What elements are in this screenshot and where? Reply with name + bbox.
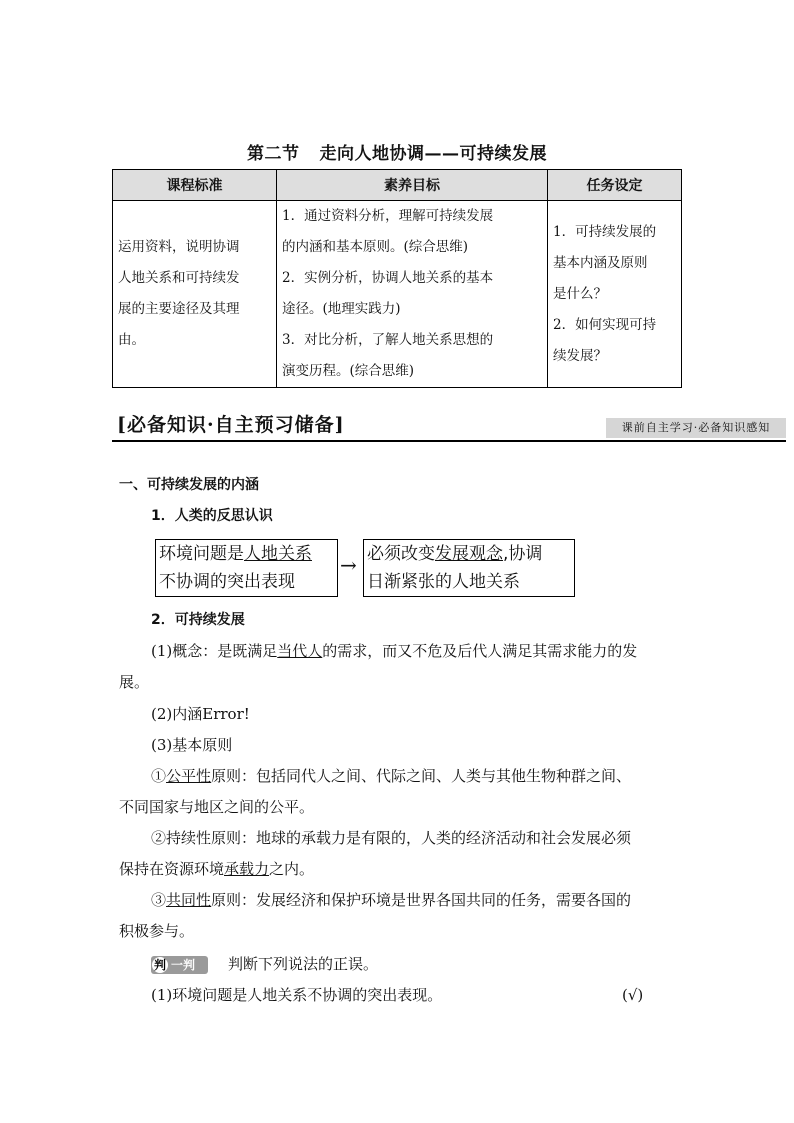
judge-badge-text: 一判 (171, 958, 196, 972)
subheading-reflection: 1．人类的反思认识 (151, 508, 273, 524)
judge-badge (151, 956, 208, 974)
section-name: 走向人地协调——可持续发展 (319, 144, 547, 164)
cell-line: 基本内涵及原则 (553, 254, 648, 271)
cell-line: 2．如何实现可持 (553, 316, 657, 333)
principle-sustainability-cont: 保持在资源环境承载力之内。 (119, 860, 315, 878)
principle-fairness-cont: 不同国家与地区之间的公平。 (119, 798, 315, 816)
diagram-right-line2: 日渐紧张的人地关系 (367, 572, 520, 592)
question-1-answer: (√) (622, 986, 644, 1004)
page-title (0, 139, 794, 164)
section-banner (112, 410, 786, 442)
principle-commonality-cont: 积极参与。 (119, 922, 195, 940)
underlined-term: 发展观念 (435, 544, 503, 564)
diagram-left-line2: 不协调的突出表现 (159, 572, 295, 592)
diagram-left-line1: 环境问题是人地关系 (159, 544, 312, 564)
header-curriculum: 课程标准 (113, 170, 277, 201)
cell-line: 展的主要途径及其理 (118, 301, 240, 317)
principles-heading: (3)基本原则 (151, 736, 233, 754)
cell-line: 运用资料，说明协调 (118, 239, 240, 255)
cell-line: 人地关系和可持续发 (118, 270, 240, 286)
cell-line: 的内涵和基本原则。(综合思维) (282, 239, 469, 255)
judge-badge-char: 判 (151, 956, 169, 974)
subheading-sustainable: 2．可持续发展 (151, 612, 245, 628)
underlined-term: 当代人 (277, 642, 323, 660)
diagram-right-box (363, 539, 575, 597)
judge-prompt: 判断下列说法的正误。 (228, 955, 379, 973)
principle-sustainability: ②持续性原则：地球的承载力是有限的，人类的经济活动和社会发展必须 (151, 829, 632, 847)
concept-line-2: 展。 (119, 673, 150, 691)
principle-commonality: ③共同性原则：发展经济和保护环境是世界各国共同的任务，需要各国的 (151, 891, 632, 909)
tasks-cell (548, 201, 682, 388)
section-tag: 课前自主学习·必备知识感知 (606, 418, 786, 438)
cell-line: 1．通过资料分析，理解可持续发展 (282, 208, 494, 224)
underlined-term: 人地关系 (244, 544, 312, 564)
goals-cell (277, 201, 548, 388)
connotation-line: (2)内涵Error! (151, 705, 250, 723)
table-header-row (113, 170, 682, 201)
cell-line: 途径。(地理实践力) (282, 301, 401, 317)
underlined-term: 承载力 (224, 860, 270, 878)
question-1: (1)环境问题是人地关系不协调的突出表现。 (151, 986, 443, 1004)
heading-connotation: 一、可持续发展的内涵 (119, 477, 259, 493)
section-heading: [必备知识·自主预习储备] (117, 414, 345, 436)
cell-line: 1．可持续发展的 (553, 223, 657, 240)
header-tasks: 任务设定 (548, 170, 682, 201)
underlined-term: 共同性 (166, 891, 212, 909)
cell-line: 由。 (118, 332, 145, 348)
cell-line: 是什么？ (553, 285, 607, 302)
principle-fairness: ①公平性原则：包括同代人之间、代际之间、人类与其他生物种群之间、 (151, 767, 632, 785)
diagram-right-line1: 必须改变发展观念,协调 (367, 544, 543, 564)
cell-line: 2．实例分析，协调人地关系的基本 (282, 270, 494, 286)
diagram-arrow: → (340, 553, 357, 577)
cell-line: 3．对比分析，了解人地关系思想的 (282, 332, 494, 348)
section-number: 第二节 (247, 144, 300, 164)
concept-line: (1)概念：是既满足当代人的需求，而又不危及后代人满足其需求能力的发 (151, 642, 638, 660)
curriculum-table (112, 169, 682, 388)
underlined-term: 公平性 (166, 767, 212, 785)
table-row (113, 201, 682, 388)
cell-line: 续发展？ (553, 347, 607, 364)
curriculum-cell (113, 201, 277, 388)
cell-line: 演变历程。(综合思维) (282, 363, 415, 379)
header-goals: 素养目标 (277, 170, 548, 201)
diagram-left-box (155, 539, 338, 597)
